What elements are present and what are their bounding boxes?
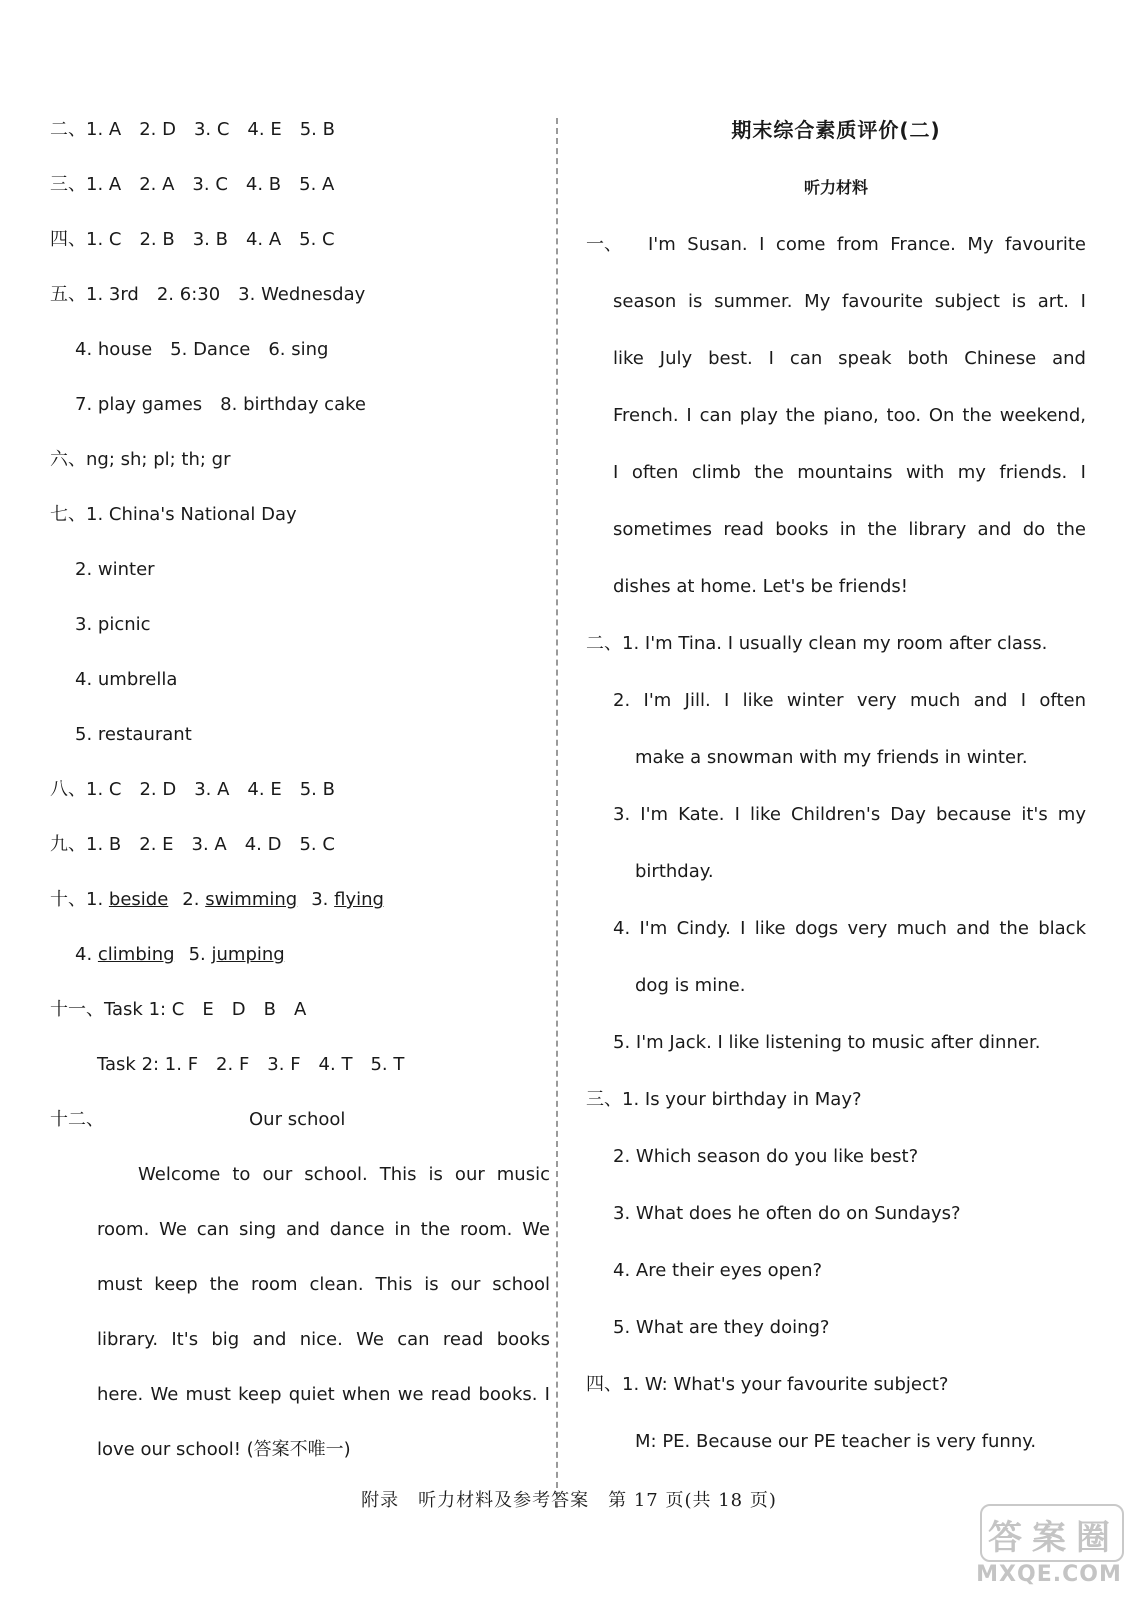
item-number: 2. [182,889,206,910]
listening-part-3-item-2: 2. Which season do you like best? [613,1146,919,1167]
exam-title: 期末综合素质评价(二) [731,118,941,142]
watermark-char: 答 [988,1518,1022,1558]
answer-section-7-item-2: 2. winter [75,559,155,580]
answer-section-6: 六、ng; sh; pl; th; gr [50,449,231,470]
listening-part-2-item-1: 二、1. I'm Tina. I usually clean my room after class. [586,633,1048,654]
answer-section-5-line-1: 五、1. 3rd 2. 6:30 3. Wednesday [50,284,366,305]
page-footer: 附录 听力材料及参考答案 第 17 页(共 18 页) [361,1490,777,1511]
listening-part-2-item-3: 3. I'm Kate. I like Children's Day because it's my [613,804,1086,825]
answer-section-10-line-1 [50,872,550,927]
essay-line-2: room. We can sing and dance in the room. We [97,1219,550,1240]
answer-section-11-task-1: 十一、Task 1: C E D B A [50,999,307,1020]
answer-section-9: 九、1. B 2. E 3. A 4. D 5. C [50,834,335,855]
listening-part-3-item-4: 4. Are their eyes open? [613,1260,823,1281]
listening-part-2-item-3-cont: birthday. [635,861,714,882]
answer-section-8: 八、1. C 2. D 3. A 4. E 5. B [50,779,335,800]
part-1-first-text: I'm Susan. I come from France. My favourite [648,234,1086,255]
listening-part-1-line-4: French. I can play the piano, too. On the weekend, [613,405,1086,426]
answer-section-10-line-2 [50,927,550,982]
watermark-url: MXQE.COM [976,1562,1122,1587]
watermark-char: 圈 [1076,1518,1110,1558]
listening-part-2-item-2-cont: make a snowman with my friends in winter. [635,747,1028,768]
listening-part-2-item-2: 2. I'm Jill. I like winter very much and I often [613,690,1086,711]
listening-part-1-line-3: like July best. I can speak both Chinese and [613,348,1086,369]
essay-title: Our school [249,1109,346,1130]
listening-part-2-item-4-cont: dog is mine. [635,975,746,996]
column-divider [556,118,558,1508]
essay-line-3: must keep the room clean. This is our school [97,1274,550,1295]
essay-line-4: library. It's big and nice. We can read books [97,1329,550,1350]
answer-section-2: 二、1. A 2. D 3. C 4. E 5. B [50,119,335,140]
listening-part-2-item-4: 4. I'm Cindy. I like dogs very much and the black [613,918,1086,939]
answer-section-7-item-1: 七、1. China's National Day [50,504,297,525]
answer-section-7-item-3: 3. picnic [75,614,151,635]
answer-section-4: 四、1. C 2. B 3. B 4. A 5. C [50,229,335,250]
essay-line-5: here. We must keep quiet when we read books. I [97,1384,550,1405]
answer-section-5-line-3: 7. play games 8. birthday cake [75,394,366,415]
right-column-listening [586,102,1086,1470]
item-number: 3. [311,889,335,910]
essay-line-1: Welcome to our school. This is our music [138,1164,550,1185]
listening-part-3-item-3: 3. What does he often do on Sundays? [613,1203,961,1224]
answer-word-swimming: swimming [205,889,298,910]
site-watermark-logo [974,1500,1124,1592]
listening-part-2-item-5: 5. I'm Jack. I like listening to music after dinner. [613,1032,1041,1053]
answer-section-3: 三、1. A 2. A 3. C 4. B 5. A [50,174,335,195]
listening-part-4-line-1: 四、1. W: What's your favourite subject? [586,1374,949,1395]
answer-section-12-heading [50,1092,550,1147]
item-number: 1. [86,889,109,910]
answer-word-beside: beside [108,889,169,910]
listening-part-3-item-1: 三、1. Is your birthday in May? [586,1089,862,1110]
answer-section-5-line-2: 4. house 5. Dance 6. sing [75,339,329,360]
item-number: 4. [75,944,98,965]
listening-material-heading: 听力材料 [803,178,868,197]
answer-word-flying: flying [334,889,384,910]
left-column-answers [50,102,550,1477]
listening-part-1-line-6: sometimes read books in the library and do the [613,519,1086,540]
listening-part-1-line-2: season is summer. My favourite subject is art. I [613,291,1086,312]
section-12-prefix: 十二、 [50,1109,104,1130]
answer-section-7-item-5: 5. restaurant [75,724,192,745]
listening-part-1-line-1 [586,216,1086,273]
answer-section-7-item-4: 4. umbrella [75,669,178,690]
answer-word-climbing: climbing [97,944,175,965]
part-1-marker: 一、 [586,234,622,255]
answer-word-jumping: jumping [211,944,285,965]
listening-part-1-line-5: I often climb the mountains with my friends. I [613,462,1086,483]
item-number: 5. [188,944,212,965]
listening-part-3-item-5: 5. What are they doing? [613,1317,830,1338]
answer-section-11-task-2: Task 2: 1. F 2. F 3. F 4. T 5. T [97,1054,405,1075]
section-10-prefix: 十、 [50,889,86,910]
listening-part-4-line-2: M: PE. Because our PE teacher is very funny. [635,1431,1037,1452]
essay-line-6: love our school! (答案不唯一) [97,1439,351,1460]
listening-part-1-line-7: dishes at home. Let's be friends! [613,576,909,597]
watermark-char: 案 [1032,1518,1066,1558]
